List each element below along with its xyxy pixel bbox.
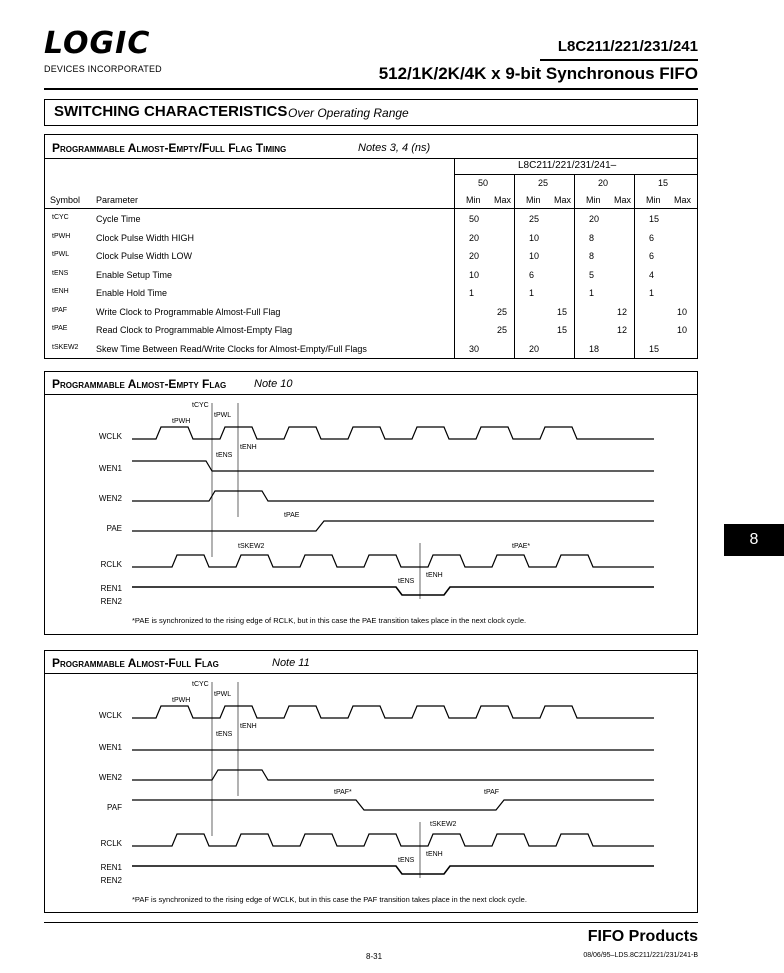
col-parameter: Parameter	[96, 195, 139, 205]
max-header: Max	[554, 195, 572, 205]
row-value: 1	[649, 288, 655, 298]
tpwl-label: tPWL	[214, 412, 232, 419]
tens-label: tENS	[398, 578, 415, 585]
diagram2-note: Note 11	[272, 657, 310, 669]
signal-label: RCLK	[100, 839, 122, 848]
ren-waveform	[132, 866, 654, 874]
row-parameter: Skew Time Between Read/Write Clocks for Almost-Empty/Full Flags	[96, 343, 367, 354]
row-value: 8	[589, 251, 595, 261]
row-value: 6	[649, 251, 655, 261]
timing-diagram-pae	[44, 395, 698, 635]
row-value: 25	[497, 325, 508, 335]
row-value: 4	[649, 269, 655, 280]
row-value: 1	[529, 288, 535, 298]
signal-label: WEN1	[98, 464, 122, 473]
row-parameter: Read Clock to Programmable Almost-Empty Flag	[96, 325, 293, 335]
wclk-waveform	[132, 427, 654, 439]
table-group-header: L8C211/221/231/241–	[518, 160, 617, 171]
header-divider	[44, 88, 698, 90]
table-row	[44, 247, 698, 265]
row-value: 20	[469, 232, 480, 243]
pae-waveform	[132, 521, 654, 531]
table-row	[44, 303, 698, 321]
section-tab: 8	[724, 524, 784, 556]
row-value: 10	[469, 269, 480, 280]
footer-page: 8-31	[366, 952, 383, 961]
row-value: 30	[469, 343, 480, 354]
row-value: 5	[589, 269, 595, 280]
row-parameter: Cycle Time	[96, 214, 141, 224]
signal-label: REN2	[100, 876, 122, 885]
row-value: 25	[529, 214, 540, 224]
max-header: Max	[674, 195, 692, 205]
row-symbol: tENS	[52, 269, 69, 277]
table-row	[44, 210, 698, 228]
signal-label: REN1	[100, 863, 122, 872]
speed-grade: 50	[478, 178, 489, 188]
row-value: 6	[529, 269, 535, 280]
row-value: 15	[649, 214, 660, 224]
table-notes: Notes 3, 4 (ns)	[358, 142, 431, 154]
section-subtitle: Over Operating Range	[288, 106, 409, 120]
tpwh-label: tPWH	[172, 697, 191, 704]
row-value: 20	[589, 214, 600, 224]
row-value: 50	[469, 214, 480, 224]
signal-label: WEN2	[98, 773, 122, 782]
row-parameter: Enable Setup Time	[96, 269, 173, 280]
table-title-rule	[44, 158, 698, 159]
tens-label: tENS	[398, 857, 415, 864]
row-value: 10	[529, 232, 540, 243]
tpwl-label: tPWL	[214, 691, 232, 698]
table-row	[44, 340, 698, 358]
row-parameter: Clock Pulse Width LOW	[96, 251, 193, 261]
row-value: 1	[469, 288, 475, 298]
rclk-waveform	[132, 834, 654, 846]
wen2-waveform	[132, 770, 654, 780]
wclk-waveform	[132, 706, 654, 718]
row-value: 20	[529, 343, 540, 354]
document-subtitle: 512/1K/2K/4K x 9-bit Synchronous FIFO	[378, 64, 698, 83]
tpaf-label: tPAF	[484, 789, 500, 796]
timing-diagram-paf	[44, 674, 698, 913]
tcyc-label: tCYC	[192, 681, 209, 688]
signal-label: WEN2	[98, 494, 122, 503]
table-row	[44, 284, 698, 302]
header-rule	[540, 59, 698, 61]
col-symbol: Symbol	[50, 195, 81, 205]
diagram1-title: Programmable Almost-Empty Flag	[52, 377, 227, 391]
diagram-footnote: *PAF is synchronized to the rising edge of WCLK, but in this case the PAF transition takes place in the next clock cycle.	[132, 895, 527, 904]
footer-code: 08/06/95–LDS.8C211/221/231/241-B	[583, 952, 698, 959]
row-symbol: tPAF	[52, 306, 68, 314]
signal-label: REN1	[100, 584, 122, 593]
row-value: 25	[497, 306, 508, 317]
speed-grade: 15	[658, 178, 669, 188]
tskew2-label: tSKEW2	[238, 543, 265, 550]
part-number: L8C211/221/231/241	[557, 38, 698, 55]
row-value: 10	[529, 251, 540, 261]
row-value: 1	[589, 288, 595, 298]
row-value: 18	[589, 343, 600, 354]
table-row	[44, 321, 698, 339]
tpaf-star-label: tPAF*	[334, 789, 352, 796]
tcyc-label: tCYC	[192, 402, 209, 409]
company-subtitle: DEVICES INCORPORATED	[44, 64, 162, 74]
signal-label: WEN1	[98, 743, 122, 752]
signal-label: REN2	[100, 597, 122, 606]
row-symbol: tPAE	[52, 325, 68, 332]
row-value: 20	[469, 251, 480, 261]
signal-label: PAF	[107, 803, 122, 812]
row-symbol: tPWL	[52, 251, 70, 258]
row-value: 12	[617, 325, 628, 335]
tens-label: tENS	[216, 452, 233, 459]
min-header: Min	[466, 195, 481, 205]
paf-waveform	[132, 800, 654, 810]
min-header: Min	[586, 195, 601, 205]
row-value: 15	[557, 306, 568, 317]
row-symbol: tSKEW2	[52, 343, 79, 351]
min-header: Min	[526, 195, 541, 205]
diagram-footnote: *PAE is synchronized to the rising edge of RCLK, but in this case the PAE transition takes place in the next clock cycle.	[132, 616, 527, 625]
row-symbol: tCYC	[52, 214, 69, 221]
table-hline	[454, 174, 698, 175]
tens-label: tENS	[216, 731, 233, 738]
row-parameter: Enable Hold Time	[96, 288, 168, 298]
table-row	[44, 229, 698, 247]
diagram2-title: Programmable Almost-Full Flag	[52, 656, 219, 670]
table-hline	[44, 208, 698, 209]
row-value: 8	[589, 232, 595, 243]
ren-waveform	[132, 587, 654, 595]
max-header: Max	[494, 195, 512, 205]
max-header: Max	[614, 195, 632, 205]
wen1-waveform	[132, 461, 654, 471]
tskew2-label: tSKEW2	[430, 821, 457, 828]
signal-label: WCLK	[98, 432, 122, 441]
row-symbol: tENH	[52, 288, 69, 295]
row-value: 10	[677, 325, 688, 335]
table-row	[44, 266, 698, 284]
company-logo: LOGIC	[44, 26, 151, 61]
row-value: 15	[557, 325, 568, 335]
signal-label: WCLK	[98, 711, 122, 720]
row-symbol: tPWH	[52, 232, 71, 240]
wen2-waveform	[132, 491, 654, 501]
signal-label: RCLK	[100, 560, 122, 569]
row-value: 12	[617, 306, 628, 317]
section-title: SWITCHING CHARACTERISTICS	[54, 103, 288, 120]
row-value: 6	[649, 232, 655, 243]
footer-rule	[44, 922, 698, 923]
tpae-label: tPAE	[284, 512, 300, 519]
min-header: Min	[646, 195, 661, 205]
row-parameter: Clock Pulse Width HIGH	[96, 232, 195, 243]
footer-product: FIFO Products	[587, 928, 698, 945]
speed-grade: 25	[538, 178, 549, 188]
row-parameter: Write Clock to Programmable Almost-Full Flag	[96, 306, 281, 317]
signal-label: PAE	[106, 524, 122, 533]
tenh-label: tENH	[426, 851, 443, 858]
tenh-label: tENH	[240, 723, 257, 730]
speed-grade: 20	[598, 178, 609, 188]
table-title: Programmable Almost-Empty/Full Flag Timing	[52, 141, 287, 155]
tpae-star-label: tPAE*	[512, 543, 531, 550]
rclk-waveform	[132, 555, 654, 567]
diagram1-note: Note 10	[254, 378, 293, 390]
tenh-label: tENH	[426, 572, 443, 579]
row-value: 10	[677, 306, 688, 317]
tenh-label: tENH	[240, 444, 257, 451]
row-value: 15	[649, 343, 660, 354]
tpwh-label: tPWH	[172, 418, 191, 425]
